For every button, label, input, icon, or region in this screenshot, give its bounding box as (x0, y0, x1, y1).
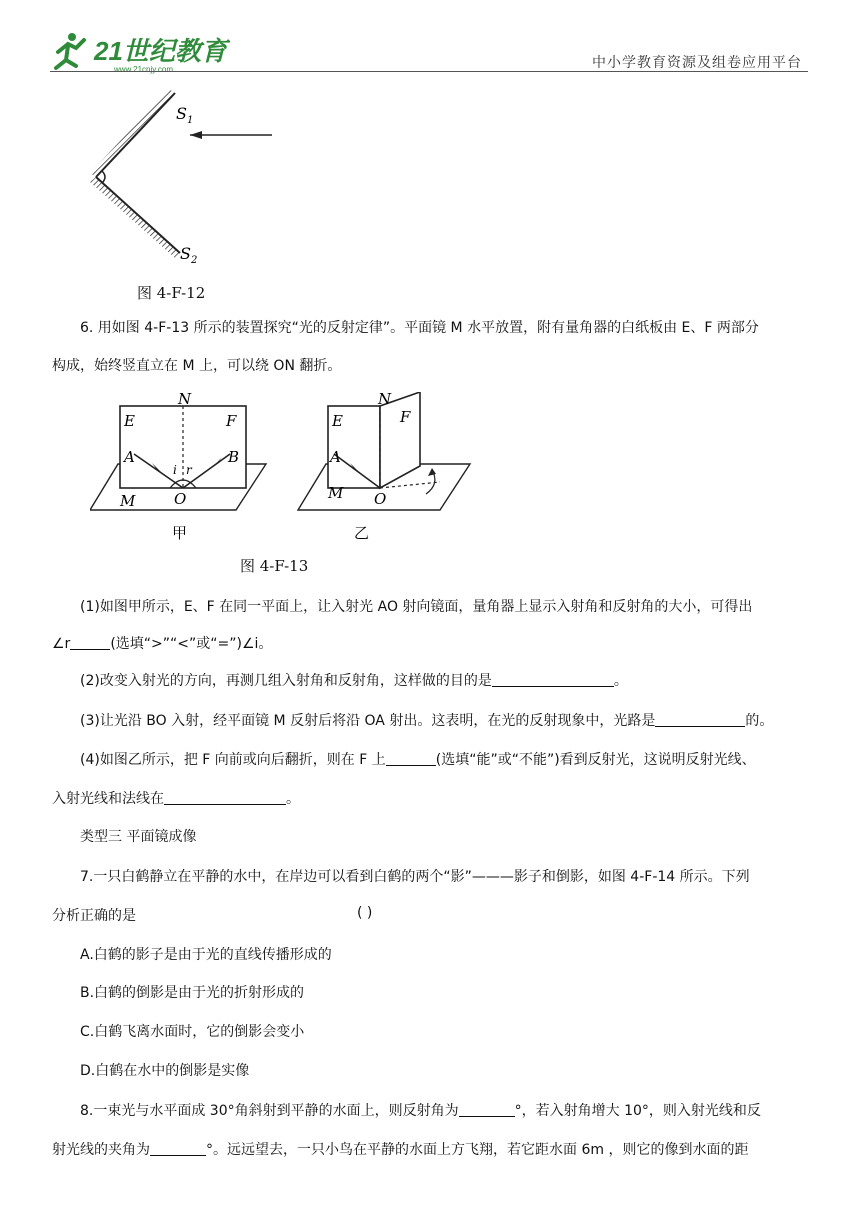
label-r: r (186, 463, 192, 477)
answer-blank (492, 672, 614, 687)
q7-option-a: A.白鹤的影子是由于光的直线传播形成的 (80, 947, 332, 963)
q7-line2: 分析正确的是 (52, 908, 136, 924)
label-yi: 乙 (354, 524, 370, 542)
label-f: F (226, 412, 237, 430)
label-f2: F (400, 408, 411, 426)
q8-line1: 8.一束光与水平面成 30°角斜射到平静的水面上，则反射角为 °，若入射角增大 10°，则入射光线和反 (80, 1103, 761, 1119)
label-o: O (174, 490, 187, 508)
label-e2: E (332, 412, 343, 430)
label-jia: 甲 (172, 524, 188, 542)
answer-blank (386, 751, 436, 766)
label-n: N (178, 392, 192, 408)
q6-line1: 6. 用如图 4-F-13 所示的装置探究“光的反射定律”。平面镜 M 水平放置，附有量角器的白纸板由 E、F 两部分 (80, 320, 759, 336)
q7-option-c: C.白鹤飞离水面时，它的倒影会变小 (80, 1024, 305, 1040)
label-e: E (124, 412, 135, 430)
page-header (50, 30, 808, 74)
sub3-line: (3)让光沿 BO 入射，经平面镜 M 反射后将沿 OA 射出。这表明，在光的反射现象中，光路是 的。 (80, 713, 774, 729)
label-m2: M (328, 484, 344, 502)
answer-blank (459, 1102, 515, 1117)
figure-4-f-12 (80, 85, 300, 285)
platform-name: 中小学教育资源及组卷应用平台 (592, 55, 802, 71)
label-i: i (173, 463, 177, 477)
q8-line2: 射光线的夹角为 °。远远望去，一只小鸟在平静的水面上方飞翔，若它距水面 6m ，则它的像到水面的距 (52, 1142, 749, 1158)
figure-4-f-13 (90, 392, 480, 552)
q7-option-b: B.白鹤的倒影是由于光的折射形成的 (80, 985, 305, 1001)
answer-blank (150, 1141, 206, 1156)
sub2-line: (2)改变入射光的方向，再测几组入射角和反射角，这样做的目的是 。 (80, 673, 628, 689)
label-m: M (120, 492, 136, 510)
logo-url: www.21cnjy.com (114, 65, 173, 74)
sub4-line1: (4)如图乙所示，把 F 向前或向后翻折，则在 F 上 (选填“能”或“不能”)看到反射光，这说明反射光线、 (80, 752, 756, 768)
sub1-line2: ∠r (选填“>”“<”或“=”)∠i。 (52, 636, 273, 652)
answer-blank (164, 790, 286, 805)
logo (50, 30, 230, 74)
q7-option-d: D.白鹤在水中的倒影是实像 (80, 1063, 250, 1079)
section-heading: 类型三 平面镜成像 (80, 829, 197, 845)
figure-caption: 图 4-F-12 (137, 284, 206, 302)
answer-blank (70, 635, 110, 650)
s2-label: $S_2$ (180, 244, 198, 266)
answer-bracket: ( ) (357, 905, 373, 921)
sub1-line1: (1)如图甲所示，E、F 在同一平面上，让入射光 AO 射向镜面，量角器上显示入射角和反射角的大小，可得出 (80, 599, 753, 615)
header-divider (50, 71, 808, 72)
label-a: A (124, 448, 135, 466)
sub4-line2: 入射光线和法线在 。 (52, 791, 300, 807)
s1-label: $S_1$ (176, 104, 194, 126)
answer-blank (655, 712, 745, 727)
q6-line2: 构成，始终竖直立在 M 上，可以绕 ON 翻折。 (52, 358, 342, 374)
label-a2: A (330, 448, 341, 466)
q7-line1: 7.一只白鹤静立在平静的水中，在岸边可以看到白鹤的两个“影”———影子和倒影，如图 4-F-14 所示。下列 (80, 869, 750, 885)
figure-caption-13: 图 4-F-13 (240, 557, 309, 575)
label-b: B (228, 448, 240, 466)
label-n2: N (378, 392, 392, 408)
logo-text: 21世纪教育 (94, 36, 227, 66)
label-o2: O (374, 490, 387, 508)
